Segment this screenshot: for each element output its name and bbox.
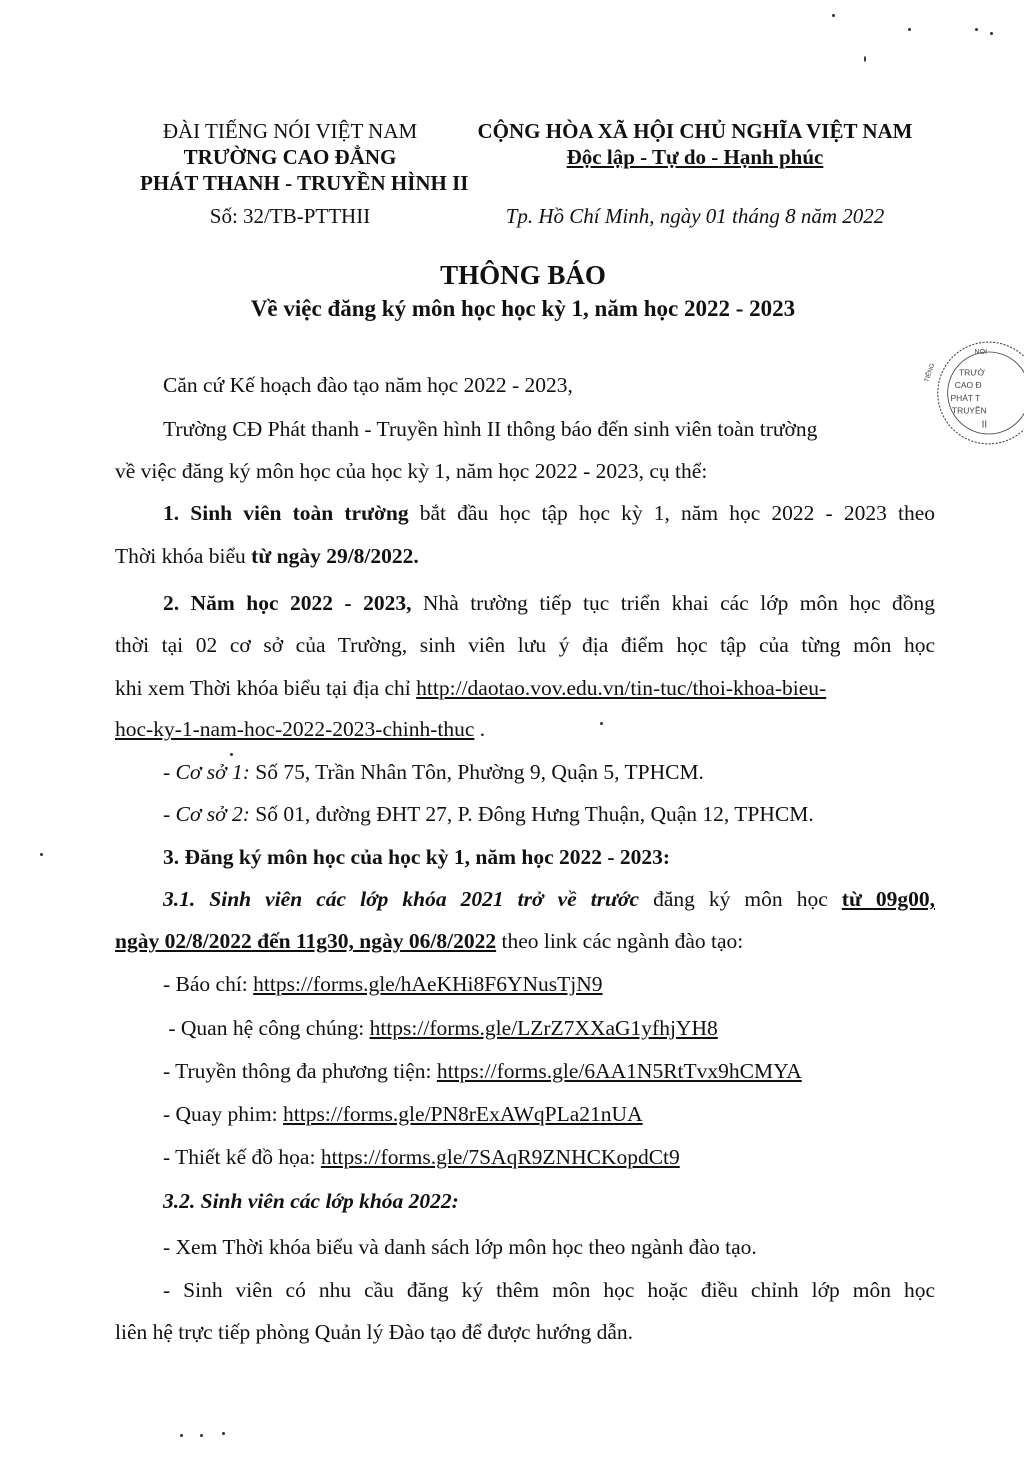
section-1-line-2 xyxy=(115,541,419,571)
section-2-link-end: . xyxy=(474,717,486,741)
campus-1-address: Số 75, Trần Nhân Tôn, Phường 9, Quận 5, TPHCM. xyxy=(249,760,704,784)
issuer-line-1: ĐÀI TIẾNG NÓI VIỆT NAM xyxy=(162,119,418,143)
section-3-2-line-1: - Xem Thời khóa biểu và danh sách lớp môn học theo ngành đào tạo. xyxy=(163,1235,757,1259)
issuer-org xyxy=(140,118,469,196)
campus-1-label: - Cơ sở 1: xyxy=(163,760,250,784)
schedule-link[interactable]: http://daotao.vov.edu.vn/tin-tuc/thoi-khoa-bieu- xyxy=(416,676,827,700)
link-label: - Quay phim: xyxy=(163,1102,284,1126)
doc-number: Số: 32/TB-PTTHII xyxy=(209,204,371,228)
form-link-truyen-thong[interactable]: https://forms.gle/6AA1N5RtTvx9hCMYA xyxy=(436,1059,802,1083)
section-1-label: 1. Sinh viên toàn trường xyxy=(163,501,409,525)
campus-2 xyxy=(163,799,814,829)
section-3-heading: 3. Đăng ký môn học của học kỳ 1, năm học 2022 - 2023: xyxy=(163,845,671,869)
stamp-text-5: II xyxy=(981,419,988,431)
stamp-text-1: TRƯỜ xyxy=(958,367,985,378)
section-2-line-4 xyxy=(115,714,485,744)
campus-1 xyxy=(163,757,704,787)
section-3-2-line-3: liên hệ trực tiếp phòng Quản lý Đào tạo để được hướng dẫn. xyxy=(115,1320,634,1344)
link-row-bao-chi xyxy=(163,969,603,999)
section-3-1-line-2 xyxy=(115,926,743,956)
link-row-quay-phim xyxy=(163,1099,643,1129)
link-label: - Báo chí: xyxy=(163,972,254,996)
schedule-link-continued[interactable]: hoc-ky-1-nam-hoc-2022-2023-chinh-thuc xyxy=(115,717,475,741)
section-2-line-2: thời tại 02 cơ sở của Trường, sinh viên lưu ý địa điểm học tập của từng môn học xyxy=(115,633,935,657)
nation-title: CỘNG HÒA XÃ HỘI CHỦ NGHĨA VIỆT NAM xyxy=(477,119,913,143)
page-subject: Về việc đăng ký môn học học kỳ 1, năm học 2022 - 2023 xyxy=(250,296,796,321)
section-1-line-2-text: Thời khóa biểu xyxy=(115,544,252,568)
registration-start: từ 09g00, xyxy=(841,887,936,911)
section-3-2-line-2: - Sinh viên có nhu cầu đăng ký thêm môn học hoặc điều chỉnh lớp môn học xyxy=(163,1278,935,1302)
section-3-1-tail: theo link các ngành đào tạo: xyxy=(496,929,744,953)
link-label: - Quan hệ công chúng: xyxy=(163,1016,370,1040)
page-title: THÔNG BÁO xyxy=(440,260,606,290)
form-link-bao-chi[interactable]: https://forms.gle/hAeKHi8F6YNusTjN9 xyxy=(253,972,603,996)
campus-2-address: Số 01, đường ĐHT 27, P. Đông Hưng Thuận, Quận 12, TPHCM. xyxy=(249,802,814,826)
link-label: - Thiết kế đồ họa: xyxy=(163,1145,321,1169)
stamp-text-side: TIẾNG xyxy=(923,362,937,384)
section-3-1-label: 3.1. Sinh viên các lớp khóa 2021 trở về trước xyxy=(163,887,640,911)
place-date: Tp. Hồ Chí Minh, ngày 01 tháng 8 năm 2022 xyxy=(505,204,885,228)
form-link-thiet-ke-do-hoa[interactable]: https://forms.gle/7SAqR9ZNHCKopdCt9 xyxy=(320,1145,680,1169)
body-p2b: về việc đăng ký môn học của học kỳ 1, năm học 2022 - 2023, cụ thể: xyxy=(115,459,708,483)
campus-2-label: - Cơ sở 2: xyxy=(163,802,250,826)
section-1-start-date: từ ngày 29/8/2022. xyxy=(251,544,419,568)
link-row-quan-he-cong-chung xyxy=(163,1013,718,1043)
section-1-line-1 xyxy=(163,498,935,528)
link-row-thiet-ke-do-hoa xyxy=(163,1142,680,1172)
official-stamp xyxy=(918,318,1024,468)
section-2-line-1 xyxy=(163,588,935,618)
link-row-truyen-thong xyxy=(163,1056,802,1086)
section-3-2-heading: 3.2. Sinh viên các lớp khóa 2022: xyxy=(163,1189,459,1213)
section-2-line-3 xyxy=(115,673,826,703)
stamp-text-4: TRUYỀN xyxy=(951,405,987,416)
section-2-label: 2. Năm học 2022 - 2023, xyxy=(163,591,412,615)
nation-motto: Độc lập - Tự do - Hạnh phúc xyxy=(566,145,824,169)
issuer-line-2: TRƯỜNG CAO ĐẲNG xyxy=(183,145,397,169)
section-1-text: bắt đầu học tập học kỳ 1, năm học 2022 - 2023 theo xyxy=(408,501,935,525)
body-p1: Căn cứ Kế hoạch đào tạo năm học 2022 - 2023, xyxy=(163,373,573,397)
section-2-line-3-text: khi xem Thời khóa biểu tại địa chỉ xyxy=(115,676,417,700)
section-3-1-line-1 xyxy=(163,884,935,914)
stamp-text-2: CAO Đ xyxy=(954,380,982,391)
link-label: - Truyền thông đa phương tiện: xyxy=(163,1059,437,1083)
registration-window: ngày 02/8/2022 đến 11g30, ngày 06/8/2022 xyxy=(115,929,497,953)
section-3-1-text: đăng ký môn học xyxy=(639,887,842,911)
section-2-text: Nhà trường tiếp tục triển khai các lớp môn học đồng xyxy=(411,591,935,615)
issuer-line-3: PHÁT THANH - TRUYỀN HÌNH II xyxy=(140,171,469,195)
body-p2a: Trường CĐ Phát thanh - Truyền hình II thông báo đến sinh viên toàn trường xyxy=(163,417,818,441)
form-link-quay-phim[interactable]: https://forms.gle/PN8rExAWqPLa21nUA xyxy=(283,1102,643,1126)
form-link-quan-he-cong-chung[interactable]: https://forms.gle/LZrZ7XXaG1yfhjYH8 xyxy=(369,1016,718,1040)
stamp-text-3: PHÁT T xyxy=(950,392,981,403)
stamp-text-top: NÓI xyxy=(974,349,988,357)
